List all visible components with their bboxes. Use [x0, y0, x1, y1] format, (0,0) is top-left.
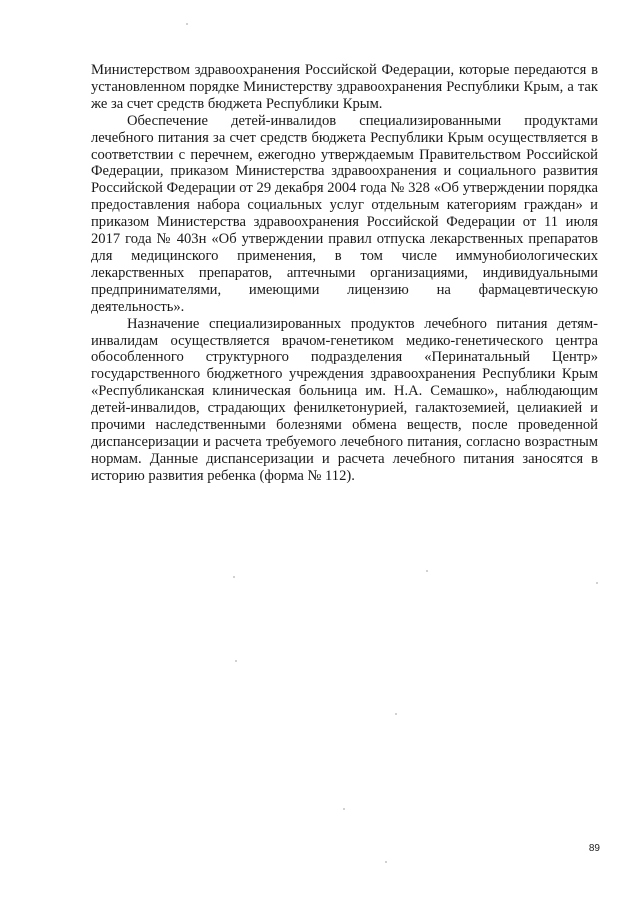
scan-speck [233, 576, 235, 578]
paragraph-nutrition-provision: Обеспечение детей-инвалидов специализированными продуктами лечебного питания за счет средств бюджета Республики Крым осуществляется в соответствии с перечнем, ежегодно утверждаемым Правительством Российской Федерации, приказом Министерства здравоохранения и социального развития Российской Федерации от 29 декабря 2004 года № 328 «Об утверждении порядка предоставления набора социальных услуг отдельным категориям граждан» и приказом Министерства здравоохранения Российской Федерации от 11 июля 2017 года № 403н «Об утверждении правил отпуска лекарственных препаратов для медицинского применения, в том числе иммунобиологических лекарственных препаратов, аптечными организациями, индивидуальными предпринимателями, имеющими лицензию на фармацевтическую деятельность». [91, 112, 598, 315]
scan-speck [235, 660, 237, 662]
paragraph-nutrition-prescription: Назначение специализированных продуктов лечебного питания детям-инвалидам осуществляется врачом-генетиком медико-генетического центра обособленного структурного подразделения «Перинатальный Центр» государственного бюджетного учреждения здравоохранения Республики Крым «Республиканская клиническая больница им. Н.А. Семашко», наблюдающим детей-инвалидов, страдающих фенилкетонурией, галактоземией, целиакией и прочими наследственными болезнями обмена веществ, после проведенной диспансеризации и расчета требуемого лечебного питания, согласно возрастным нормам. Данные диспансеризации и расчета лечебного питания заносятся в историю развития ребенка (форма № 112). [91, 315, 598, 484]
paragraph-continuation: Министерством здравоохранения Российской Федерации, которые передаются в установленном порядке Министерству здравоохранения Республики Крым, а так же за счет средств бюджета Республики Крым. [91, 62, 598, 112]
scan-speck [596, 582, 598, 584]
scan-speck [385, 861, 387, 863]
scan-speck [395, 713, 397, 715]
scan-speck [186, 23, 188, 25]
page-number: 89 [588, 843, 600, 854]
scan-speck [426, 570, 428, 572]
scan-speck [343, 808, 345, 810]
document-body [91, 62, 598, 485]
